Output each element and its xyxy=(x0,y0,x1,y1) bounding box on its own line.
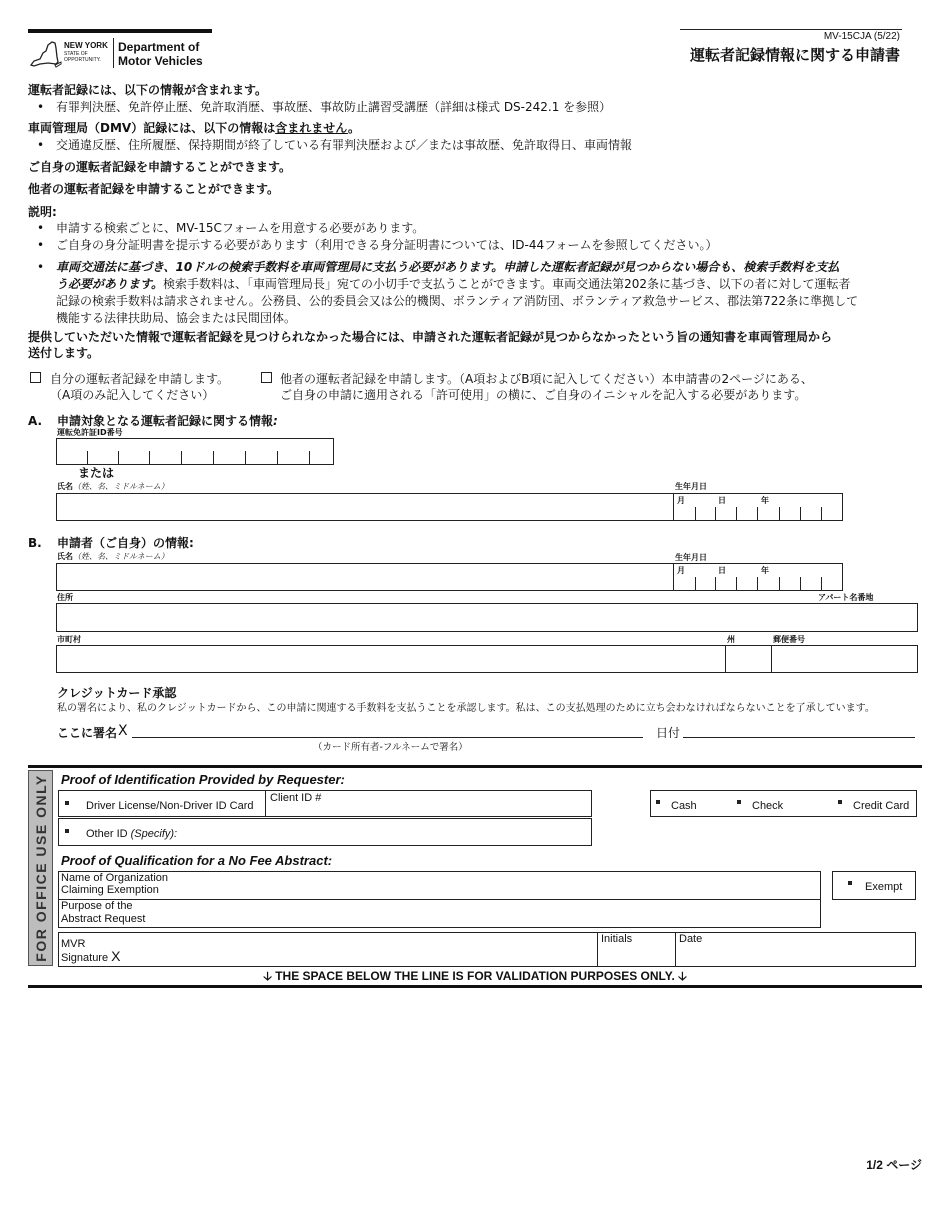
sign-here-label: ここに署名 xyxy=(57,726,118,740)
a-dob-ticks xyxy=(673,507,843,521)
tick xyxy=(245,451,246,465)
other-record-line2: ご自身の申請に適用される「許可使用」の横に、ご自身のイニシャルを記入する必要があります。 xyxy=(280,388,807,402)
instructions-heading: 説明: xyxy=(28,205,57,219)
cash-label: Cash xyxy=(671,800,697,812)
other-id-label xyxy=(86,828,177,841)
or-label: または xyxy=(78,466,115,480)
instructions-b2: ご自身の身分証明書を提示する必要があります（利用できる身分証明書については、ID-44フォームを参照してください。） xyxy=(56,238,718,252)
other-record-line1: 他者の運転者記録を申請します。（A項およびB項に記入してください）本申請書の2ページにある、 xyxy=(280,372,813,386)
intro-line2-underline: 含まれません xyxy=(275,121,348,135)
tick xyxy=(118,451,119,465)
b-year-label: 年 xyxy=(761,566,769,575)
logo-dept-line2: Motor Vehicles xyxy=(118,54,203,68)
instructions-b3-line2-rest: 検索手数料は、「車両管理局長」宛ての小切手で支払うことができます。車両交通法第202条に基づき、以下の者に対して運転者 xyxy=(163,277,851,291)
license-bullet xyxy=(65,801,69,805)
form-number: MV-15CJA (5/22) xyxy=(823,31,900,42)
intro-line2 xyxy=(28,120,360,136)
other-id-text: Other ID xyxy=(86,828,128,840)
sign-x-mark: X xyxy=(118,723,128,739)
own-record-checkbox[interactable] xyxy=(30,372,41,383)
intro-line3: ご自身の運転者記録を申請することができます。 xyxy=(28,160,292,174)
header xyxy=(0,0,950,75)
intro-bullet1: 有罪判決歴、免許停止歴、免許取消歴、事故歴、事故防止講習受講歴（詳細は様式 DS-242.1 を参照） xyxy=(56,100,612,114)
credit-card-label: Credit Card xyxy=(853,800,910,812)
initials-label[interactable]: Initials xyxy=(601,933,633,945)
license-id-input[interactable] xyxy=(56,438,334,465)
state-label: 州 xyxy=(727,635,735,644)
license-label: Driver License/Non-Driver ID Card xyxy=(86,800,254,812)
apt-label: アパート名番地 xyxy=(818,593,874,602)
form-title: 運転者記録情報に関する申請書 xyxy=(689,46,900,64)
new-york-state-map-icon xyxy=(28,37,62,71)
down-arrow-icon: 🡣 xyxy=(263,969,272,983)
signature-text: Signature xyxy=(61,952,109,964)
down-arrow-icon: 🡣 xyxy=(678,969,687,983)
tick xyxy=(87,451,88,465)
office-date-label[interactable]: Date xyxy=(679,933,703,945)
organization-line2: Claiming Exemption xyxy=(61,884,159,896)
organization-field[interactable] xyxy=(58,871,821,900)
tick xyxy=(309,451,310,465)
section-b-letter: B. xyxy=(28,536,42,550)
date-line[interactable] xyxy=(683,737,915,738)
other-id-bullet xyxy=(65,829,69,833)
b-name-label xyxy=(57,552,169,562)
office-top-rule xyxy=(28,765,922,768)
notice-line2: 送付します。 xyxy=(28,346,100,360)
instructions-b3-line2-italic: う必要があります。 xyxy=(56,277,164,291)
b-name-label-text: 氏名 xyxy=(57,552,73,561)
intro-bullet2: 交通違反歴、住所履歴、保持期間が終了している有罪判決歴および／または事故歴、免許取得日、車両情報 xyxy=(56,138,633,152)
initials-divider xyxy=(597,932,598,967)
state-input[interactable] xyxy=(725,645,772,673)
credit-text: 私の署名により、私のクレジットカードから、この申請に関連する手数料を支払うことを承認します。私は、この支払処理のために立ち会わなければならないことを了承しています。 xyxy=(57,703,875,714)
logo-state-of: STATE OF xyxy=(64,51,88,57)
client-id-divider xyxy=(265,790,266,817)
b-name-hint: （姓、名、ミドルネーム） xyxy=(73,552,169,561)
own-record-line1: 自分の運転者記録を申請します。 xyxy=(50,372,230,386)
a-day-label: 日 xyxy=(718,496,726,505)
intro-line4: 他者の運転者記録を申請することができます。 xyxy=(28,182,280,196)
tick xyxy=(277,451,278,465)
zip-input[interactable] xyxy=(771,645,918,673)
b-dob-label: 生年月日 xyxy=(675,553,707,562)
address-input[interactable] xyxy=(56,603,918,632)
header-right-rule xyxy=(680,29,902,30)
other-record-checkbox[interactable] xyxy=(261,372,272,383)
exempt-bullet xyxy=(848,881,852,885)
instructions-b3-line2 xyxy=(56,276,851,292)
section-a-title-text: 申請対象となる運転者記録に関する情報 xyxy=(57,414,274,428)
bullet-mark: • xyxy=(37,238,45,252)
signature-x: X xyxy=(111,948,121,964)
date-divider xyxy=(675,932,676,967)
validation-note xyxy=(28,969,922,983)
a-name-label xyxy=(57,482,169,492)
b-day-label: 日 xyxy=(718,566,726,575)
tick xyxy=(181,451,182,465)
exempt-label: Exempt xyxy=(865,881,903,893)
signature-line[interactable] xyxy=(132,737,643,738)
mvr-signature-row[interactable] xyxy=(58,932,916,967)
date-label: 日付 xyxy=(656,726,681,740)
purpose-line2: Abstract Request xyxy=(61,913,146,925)
own-record-line2: （A項のみ記入してください） xyxy=(50,388,215,402)
intro-line1: 運転者記録には、以下の情報が含まれます。 xyxy=(28,83,268,97)
sign-hint: （カード所有者-フルネームで署名） xyxy=(313,742,468,753)
section-b-title: 申請者（ご自身）の情報: xyxy=(57,536,194,550)
b-month-label: 月 xyxy=(677,566,685,575)
logo-new-york: NEW YORK xyxy=(64,41,108,50)
logo-dept-line1: Department of xyxy=(118,40,200,54)
a-month-label: 月 xyxy=(677,496,685,505)
purpose-field[interactable] xyxy=(58,899,821,928)
intro-line2-pre: 車両管理局（DMV）記録には、以下の情報は xyxy=(28,121,276,135)
proof-id-heading: Proof of Identification Provided by Requester: xyxy=(61,772,345,787)
instructions-b3-line4: 機能する法律扶助局、協会または民間団体。 xyxy=(56,311,297,325)
tick xyxy=(213,451,214,465)
intro-line2-post: 。 xyxy=(347,121,360,135)
a-name-hint: （姓、名、ミドルネーム） xyxy=(73,482,169,491)
mvr-label: MVR xyxy=(61,938,86,950)
notice-line1: 提供していただいた情報で運転者記録を見つけられなかった場合には、申請された運転者記録が見つからなかったという旨の通知書を車両管理局から xyxy=(28,330,833,344)
check-bullet[interactable] xyxy=(737,800,741,804)
credit-heading: クレジットカード承認 xyxy=(57,686,177,700)
page-number: 1/2 ページ xyxy=(866,1158,922,1172)
signature-label xyxy=(61,950,121,965)
a-year-label: 年 xyxy=(761,496,769,505)
header-top-rule xyxy=(28,29,212,33)
bullet-mark: • xyxy=(37,221,45,235)
a-dob-label: 生年月日 xyxy=(675,482,707,491)
bullet-mark: • xyxy=(37,260,45,274)
organization-line1: Name of Organization xyxy=(61,872,168,884)
city-label: 市町村 xyxy=(57,635,81,644)
office-side-label: FOR OFFICE USE ONLY xyxy=(33,774,49,962)
instructions-b3-line1: 車両交通法に基づき、10ドルの検索手数料を車両管理局に支払う必要があります。申請した運転者記録が見つからない場合も、検索手数料を支払 xyxy=(56,260,840,274)
address-label: 住所 xyxy=(57,593,73,602)
validation-rule xyxy=(28,985,922,988)
instructions-b1: 申請する検索ごとに、MV-15Cフォームを用意する必要があります。 xyxy=(56,221,425,235)
section-a-title xyxy=(57,413,278,429)
city-input[interactable] xyxy=(56,645,726,673)
validation-note-text: THE SPACE BELOW THE LINE IS FOR VALIDATION PURPOSES ONLY. xyxy=(275,969,675,983)
bullet-mark: • xyxy=(37,100,45,114)
bullet-mark: • xyxy=(37,138,45,152)
section-a-letter: A. xyxy=(28,414,43,428)
logo-divider xyxy=(113,38,114,68)
no-fee-heading: Proof of Qualification for a No Fee Abstract: xyxy=(61,853,333,868)
logo-opportunity: OPPORTUNITY. xyxy=(64,57,101,63)
cash-bullet[interactable] xyxy=(656,800,660,804)
client-id-label: Client ID # xyxy=(270,792,322,804)
check-label: Check xyxy=(752,800,784,812)
zip-label: 郵便番号 xyxy=(773,635,805,644)
other-id-specify: (Specify): xyxy=(130,828,178,840)
credit-card-bullet[interactable] xyxy=(838,800,842,804)
purpose-line1: Purpose of the xyxy=(61,900,133,912)
instructions-b3-line3: 記録の検索手数料は請求されません。公務員、公的委員会又は公的機関、ボランティア消防団、ボランティア救急サービス、郡法第722条に準拠して xyxy=(56,294,859,308)
b-dob-ticks xyxy=(673,577,843,591)
section-a-title-colon: : xyxy=(273,414,278,428)
a-name-label-text: 氏名 xyxy=(57,482,73,491)
license-id-label: 運転免許証ID番号 xyxy=(57,428,123,437)
tick xyxy=(149,451,150,465)
